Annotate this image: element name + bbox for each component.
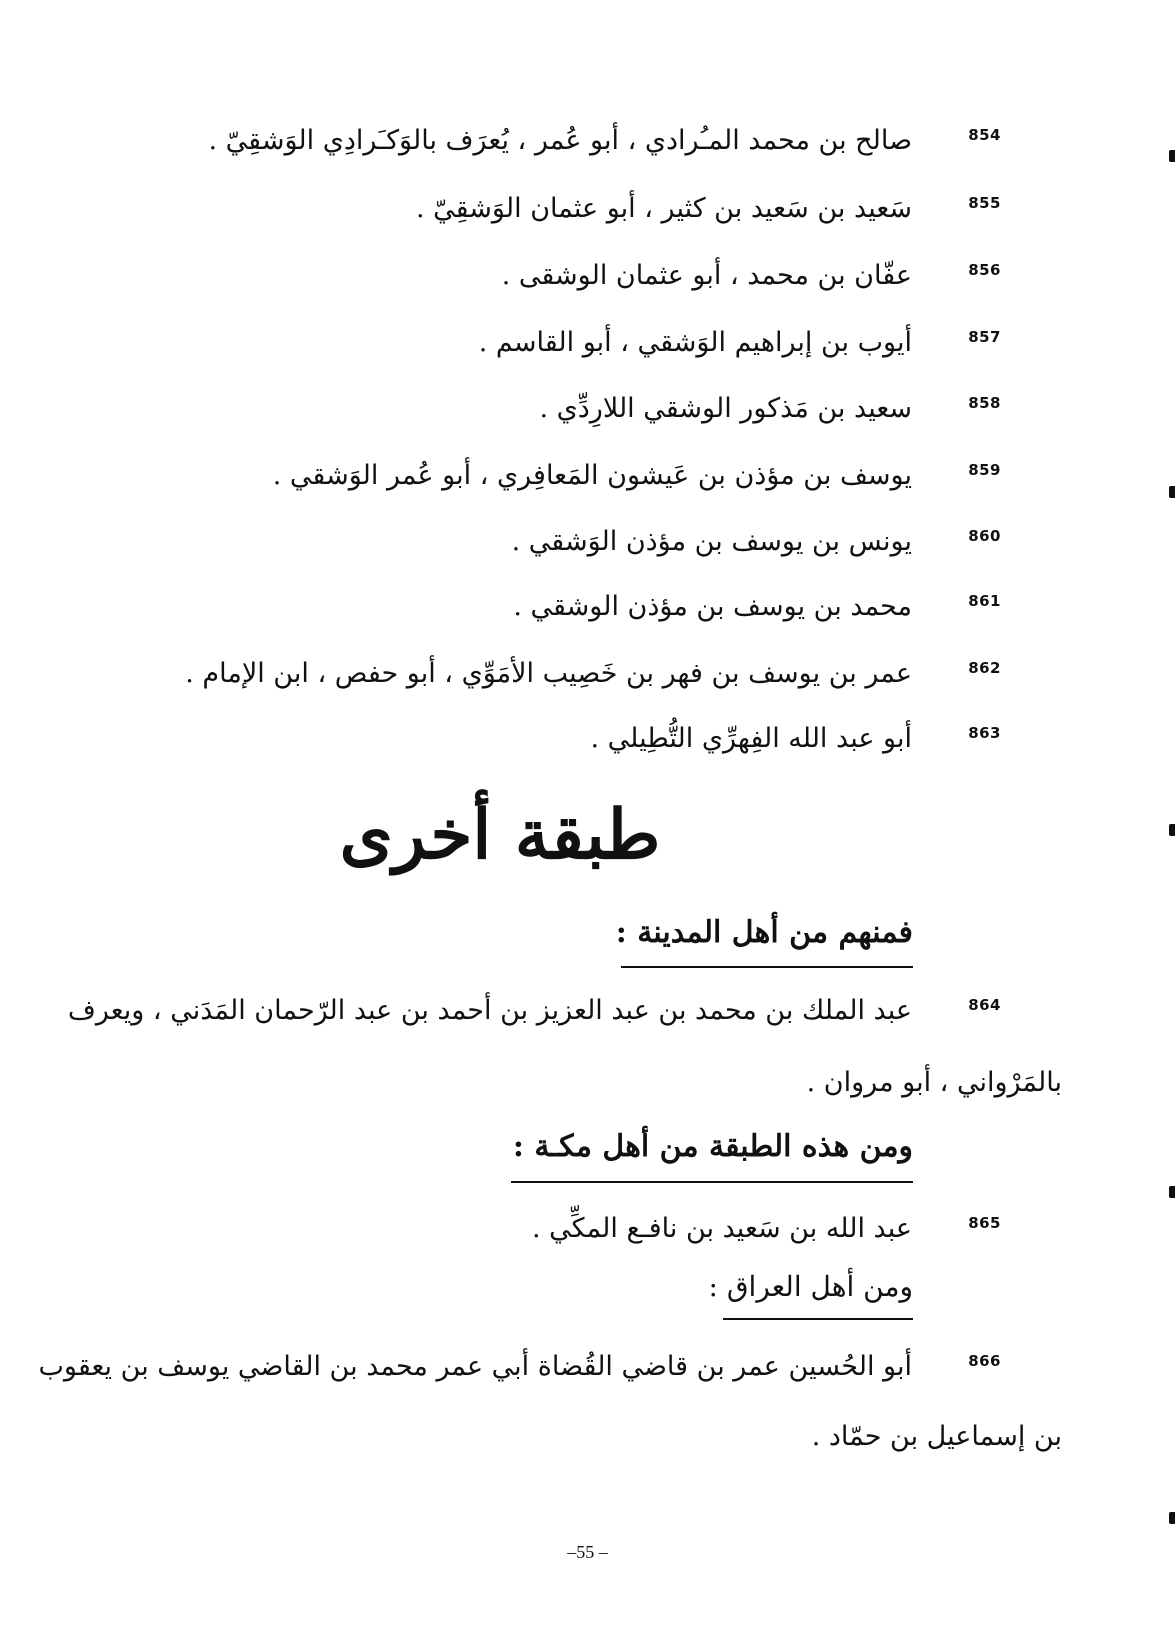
entry-text: عبد الملك بن محمد بن عبد العزيز بن أحمد بن عبد الرّحمان المَدَني ، ويعرف [67, 995, 912, 1026]
entry-860 [100, 517, 1025, 567]
entry-text: سَعيد بن سَعيد بن كثير ، أبو عثمان الوَشقِيّ . [415, 193, 912, 224]
entry-text: عبد الله بن سَعيد بن نافـع المكِّي . [531, 1213, 912, 1244]
entry-858 [100, 384, 1025, 434]
heading-underline [511, 1181, 913, 1183]
subheading-madina: فمنهم من أهل المدينة : [615, 915, 913, 950]
entry-number: 863 [968, 724, 1001, 742]
entry-text: عفّان بن محمد ، أبو عثمان الوشقى . [501, 260, 912, 291]
entry-text: أبو الحُسين عمر بن قاضي القُضاة أبي عمر محمد بن القاضي يوسف بن يعقوب [38, 1351, 912, 1382]
entry-number: 859 [968, 461, 1001, 479]
entry-text: صالح بن محمد المـُرادي ، أبو عُمر ، يُعرَف بالوَكـَرادِي الوَشقِيّ . [208, 125, 912, 156]
scan-margin-mark [1169, 150, 1175, 162]
entry-number: 866 [968, 1352, 1001, 1370]
entry-864-continuation: بالمَرْواني ، أبو مروان . [806, 1067, 1062, 1098]
heading-underline [723, 1318, 913, 1320]
entry-866-continuation: بن إسماعيل بن حمّاد . [811, 1421, 1062, 1452]
scan-margin-mark [1169, 824, 1175, 836]
entry-number: 861 [968, 592, 1001, 610]
entry-859 [100, 451, 1025, 501]
entry-number: 864 [968, 996, 1001, 1014]
entry-text: عمر بن يوسف بن فهر بن خَصِيب الأمَوِّي ، أبو حفص ، ابن الإمام . [185, 658, 912, 689]
subheading-makka: ومن هذه الطبقة من أهل مكـة : [512, 1129, 913, 1164]
entry-862 [100, 649, 1025, 699]
entry-856 [100, 251, 1025, 301]
heading-underline [621, 966, 913, 968]
entry-text: أبو عبد الله الفِهرِّي التُّطِيلي . [590, 723, 912, 754]
entry-865 [100, 1204, 1025, 1254]
entry-text: يوسف بن مؤذن بن عَيشون المَعافِري ، أبو عُمر الوَشقي . [272, 460, 912, 491]
entry-number: 860 [968, 527, 1001, 545]
entry-863 [100, 714, 1025, 764]
subheading-iraq: ومن أهل العراق : [708, 1270, 913, 1303]
scan-margin-mark [1169, 486, 1175, 498]
entry-864 [67, 986, 1025, 1036]
entry-text: سعيد بن مَذكور الوشقي اللارِدِّي . [539, 393, 912, 424]
entry-text: أيوب بن إبراهيم الوَشقي ، أبو القاسم . [478, 327, 912, 358]
entry-866 [38, 1342, 1025, 1392]
entry-number: 858 [968, 394, 1001, 412]
entry-text: يونس بن يوسف بن مؤذن الوَشقي . [511, 526, 912, 557]
entry-855 [100, 184, 1025, 234]
scan-margin-mark [1169, 1186, 1175, 1198]
entry-number: 855 [968, 194, 1001, 212]
page-number: –55 – [567, 1542, 608, 1562]
entry-number: 862 [968, 659, 1001, 677]
entry-861 [100, 582, 1025, 632]
entry-text: محمد بن يوسف بن مؤذن الوشقي . [513, 591, 912, 622]
entry-number: 856 [968, 261, 1001, 279]
entry-number: 854 [968, 126, 1001, 144]
entry-854 [100, 116, 1025, 166]
entry-number: 865 [968, 1214, 1001, 1232]
entry-number: 857 [968, 328, 1001, 346]
entry-857 [100, 318, 1025, 368]
scan-margin-mark [1169, 1512, 1175, 1524]
section-heading-main: طبقة أخرى [339, 795, 661, 875]
